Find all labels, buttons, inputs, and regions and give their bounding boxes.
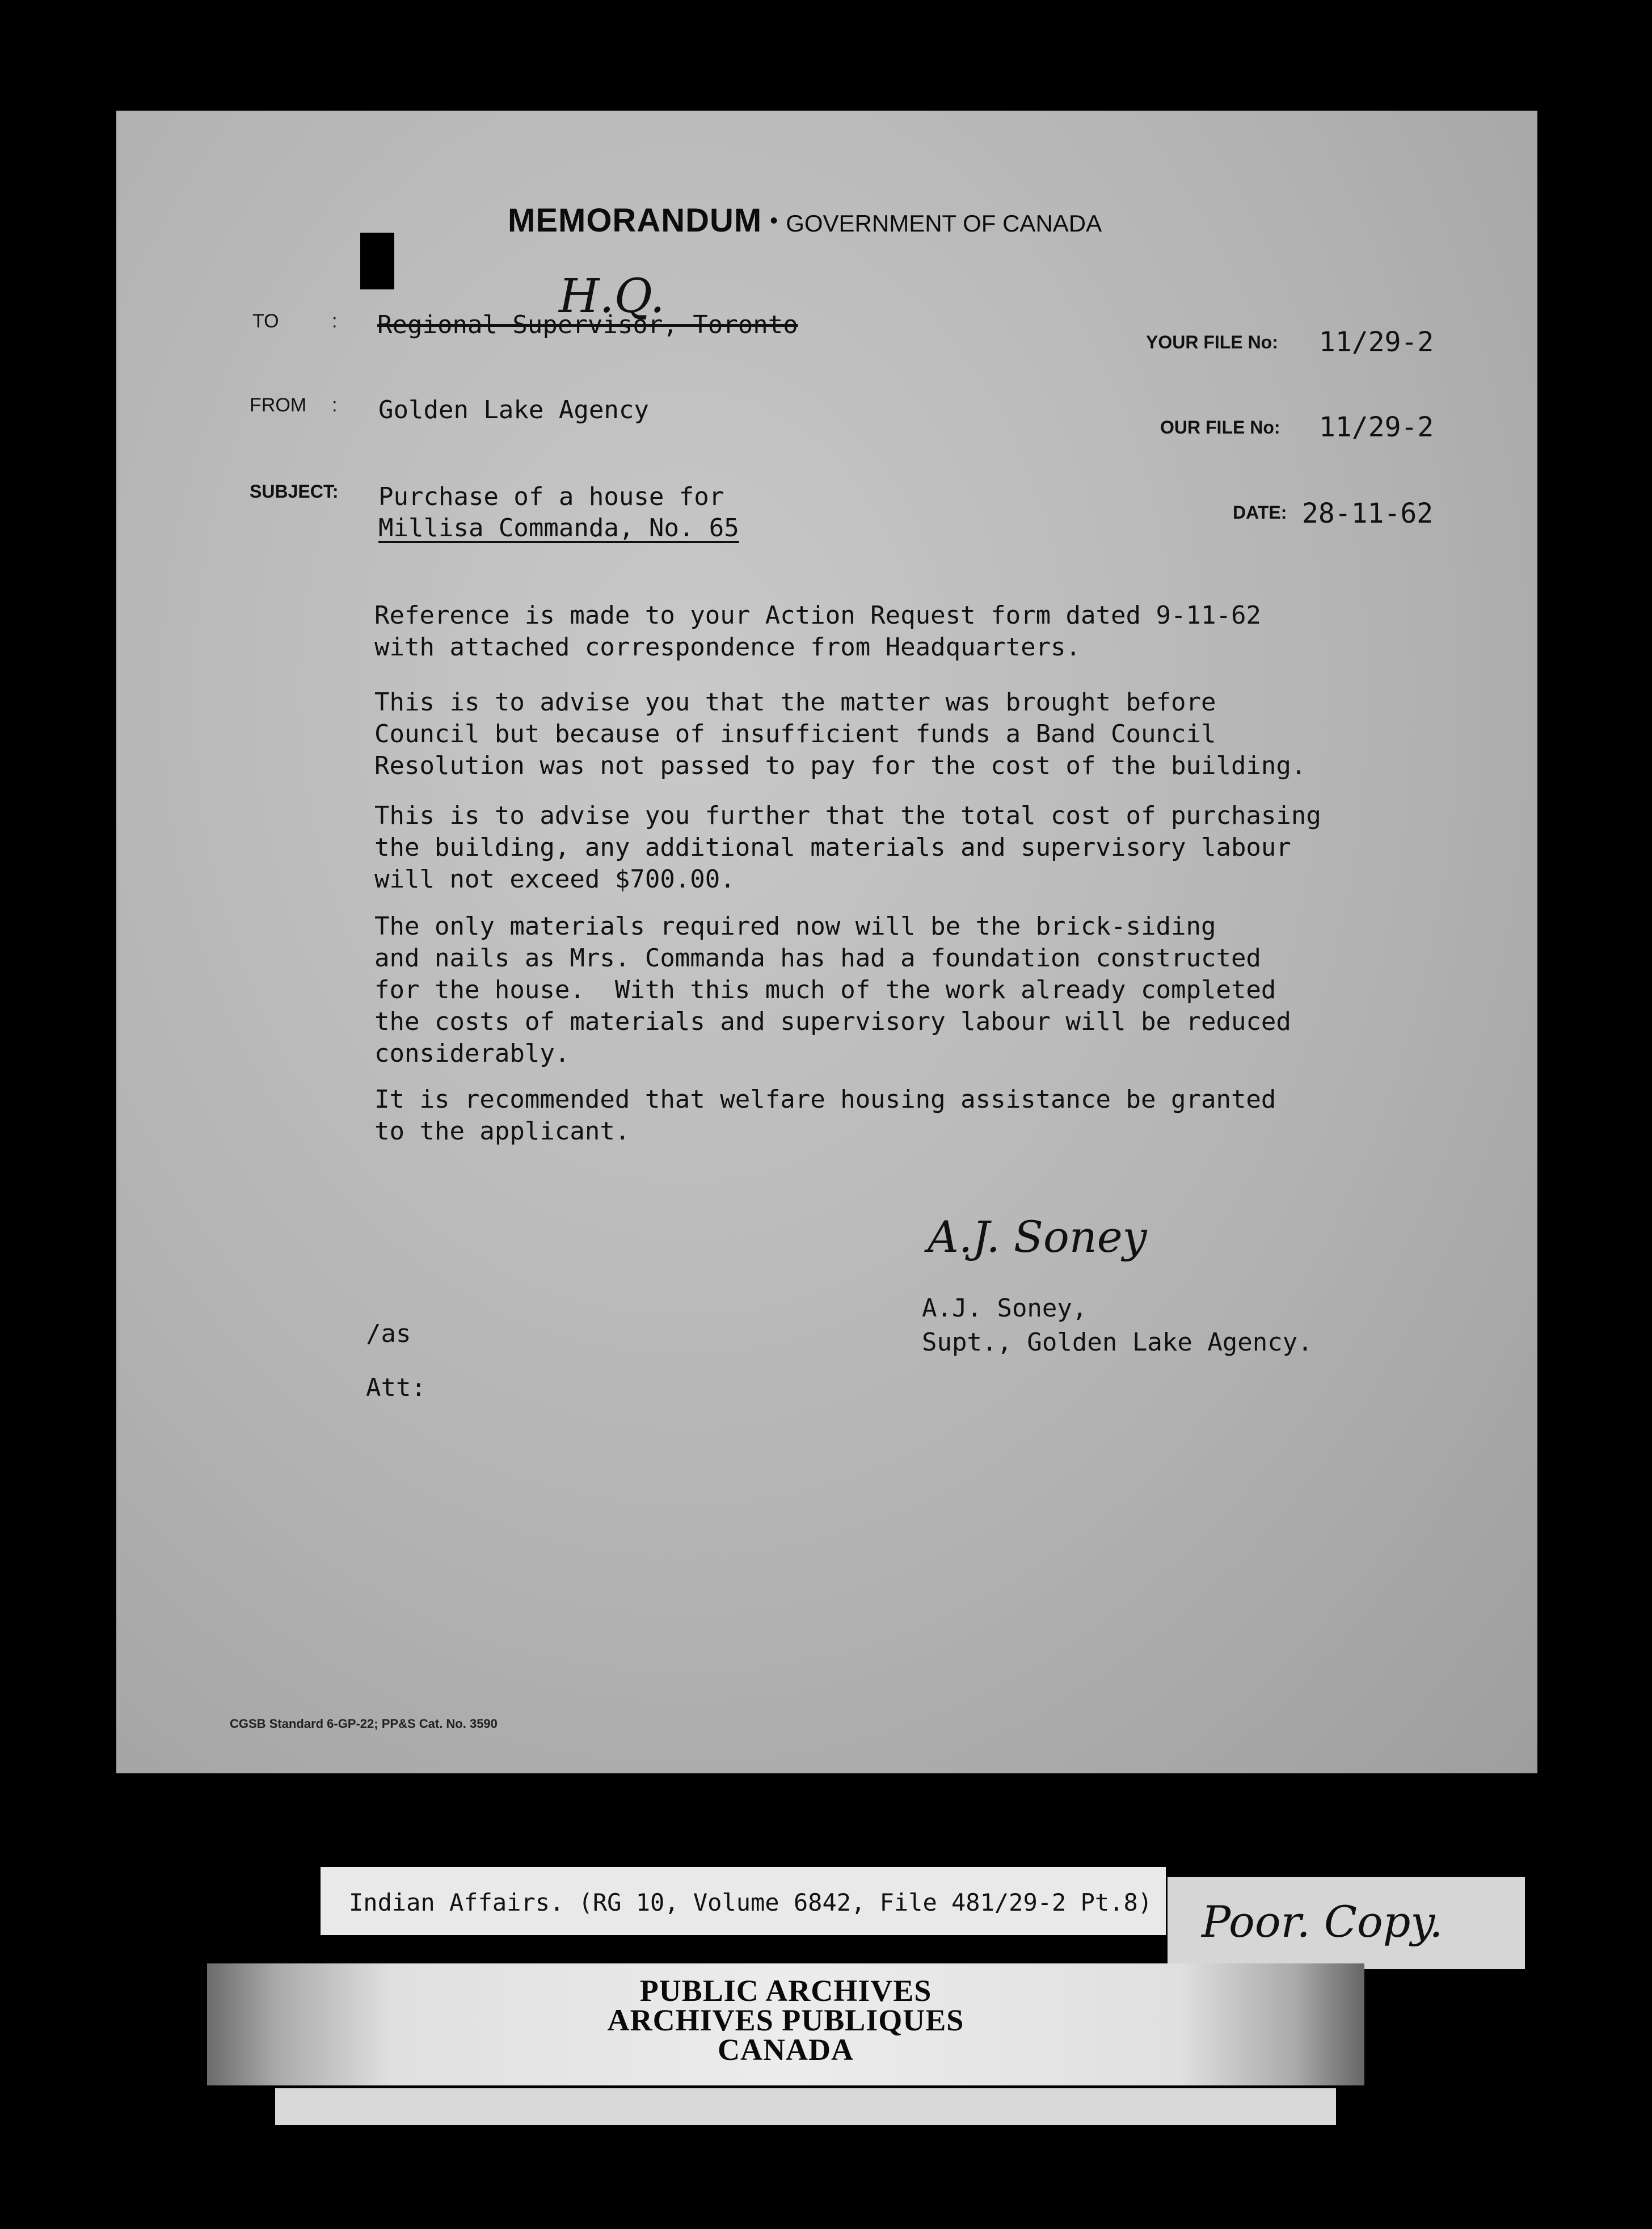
paragraph-2: This is to advise you that the matter was brought before Council but because of insufficient funds a Band Council Resolution was not passed to pay for the cost of the building. [374,688,1307,780]
memo-page [116,111,1537,1773]
date-value: 28-11-62 [1302,498,1434,529]
to-value: Regional Supervisor, Toronto [377,310,798,339]
archives-line-3: CANADA [718,2033,854,2067]
to-handwritten: H.Q. [559,270,665,323]
from-value: Golden Lake Agency [378,396,649,424]
to-colon: : [332,310,338,332]
subject-line-1: Purchase of a house for [378,482,724,511]
subject-line-2: Millisa Commanda, No. 65 [378,514,739,542]
signature-handwritten: A.J. Soney [928,1212,1147,1262]
paragraph-5: It is recommended that welfare housing assistance be granted to the applicant. [374,1085,1276,1146]
typist-initials: /as [366,1319,411,1348]
attachment-label: Att: [366,1373,426,1402]
our-file-value: 11/29-2 [1319,411,1434,443]
our-file-label: OUR FILE No: [1160,417,1280,438]
bottom-band [275,2088,1336,2125]
archives-line-2: ARCHIVES PUBLIQUES [607,2003,964,2037]
from-colon: : [332,394,338,416]
memo-header [508,201,1102,239]
your-file-label: YOUR FILE No: [1146,332,1278,352]
from-label: FROM [250,394,307,416]
government-title: GOVERNMENT OF CANADA [786,210,1102,237]
poor-copy-text: Poor. Copy. [1202,1896,1443,1947]
paragraph-3: This is to advise you further that the total cost of purchasing the building, any additional materials and supervisory labour will not exceed $700.00. [374,801,1321,894]
paragraph-1: Reference is made to your Action Request form dated 9-11-62 with attached correspondence from Headquarters. [374,601,1261,662]
form-footer: CGSB Standard 6-GP-22; PP&S Cat. No. 3590 [230,1717,498,1731]
signature-name: A.J. Soney, [922,1294,1088,1323]
archives-line-1: PUBLIC ARCHIVES [639,1974,932,2008]
memo-title: MEMORANDUM [508,202,762,239]
date-label: DATE: [1233,502,1287,523]
to-label: TO [252,310,279,332]
subject-label: SUBJECT: [250,481,339,502]
signature-title: Supt., Golden Lake Agency. [922,1328,1313,1357]
archive-label-text: Indian Affairs. (RG 10, Volume 6842, File 481/29-2 Pt.8) [349,1889,1153,1916]
paragraph-4: The only materials required now will be the brick-siding and nails as Mrs. Commanda has had a foundation constructed for the house. With this much of the work already completed the costs of materials and supervisory labour will be reduced considerably. [374,912,1291,1068]
your-file-value: 11/29-2 [1319,326,1434,358]
archive-label [321,1867,1166,1935]
ink-smudge [360,233,394,289]
archives-stamp [207,1963,1364,2085]
header-separator: • [770,208,778,233]
poor-copy-note [1168,1877,1525,1969]
